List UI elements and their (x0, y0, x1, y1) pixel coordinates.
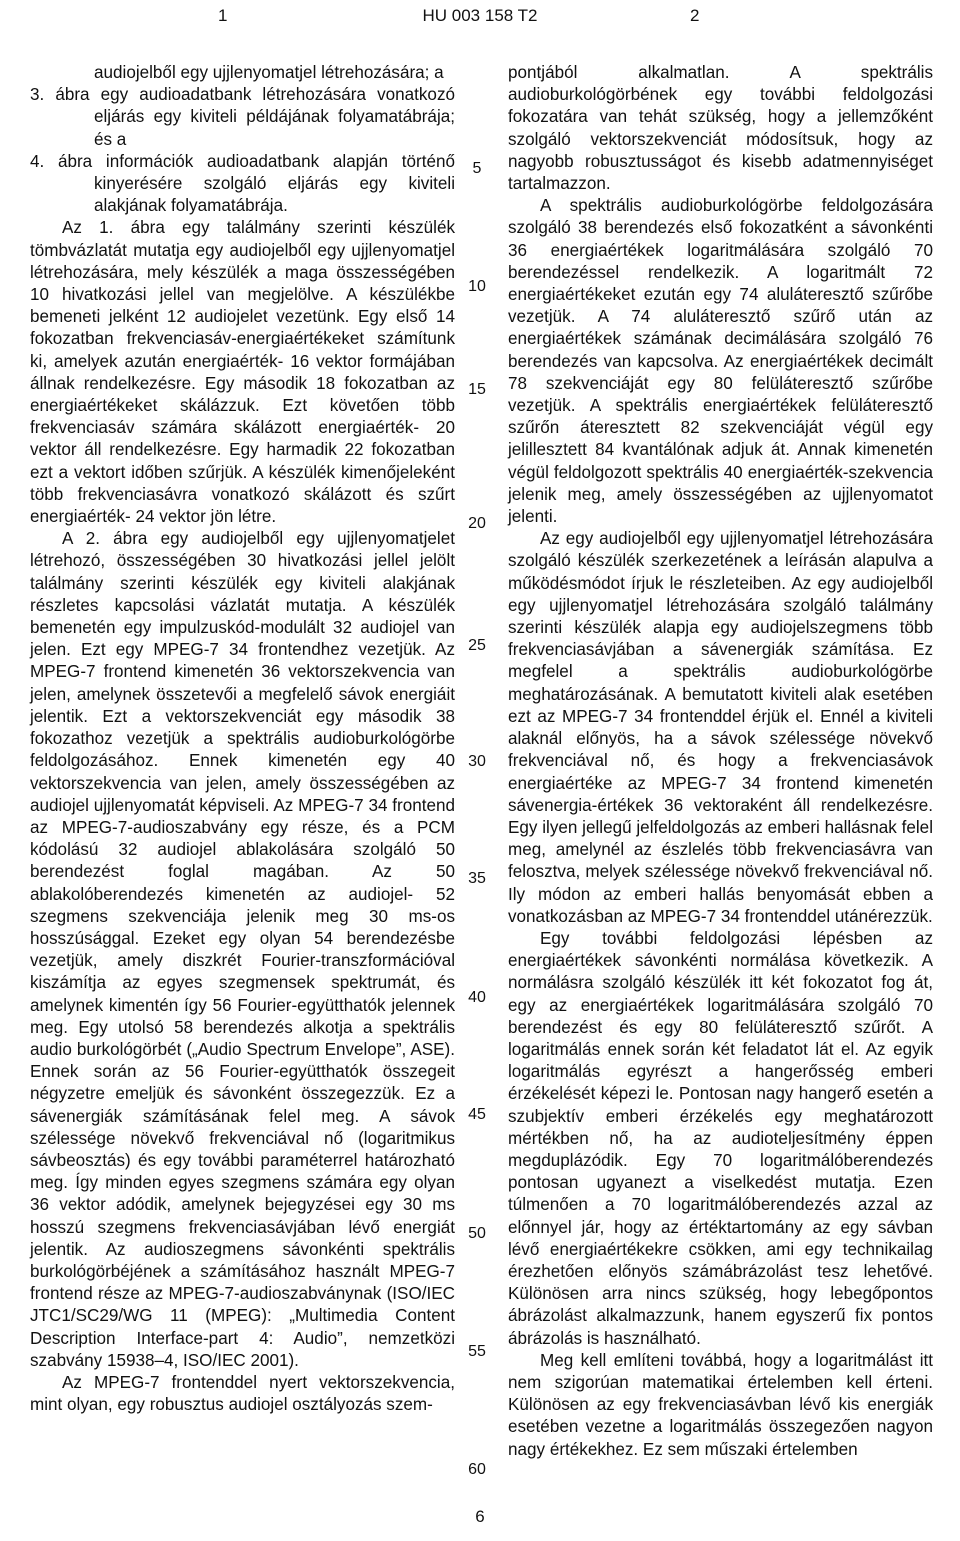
line-number: 50 (468, 1225, 486, 1242)
list-item: 3. ábra egy audioadatbank létrehozására vonatkozó eljárás egy kiviteli példájának folyamatábrája; és a (30, 85, 455, 149)
paragraph: Meg kell említeni továbbá, hogy a logaritmálást itt nem szigorúan matematikai értelemben kell érteni. Különösen az egy frekvenciasávban lévő kis energiák esetében vezetne a logaritmálás összegezően nagyon nagy értékekhez. Ez sem műszaki értelemben (508, 1350, 933, 1459)
paragraph: Egy további feldolgozási lépésben az energiaértékek sávonkénti normálása következik. A normálásra szolgáló készülék itt két fokozatot fog át, egy az energiaértékek logaritmálására szolgáló 70 berendezést és egy 80 felüláteresztő szűrőt. A logaritmálás ennek során két feladatot lát el. Az egyik logaritmálás egyrészt a hangerősség emberi érzékelését képezi le. Pontosan nagy hangerő esetén a szubjektív emberi érzékelés egy meghatározott mértékben nő, ha az audioteljesítmény éppen megduplázódik. Egy 70 logaritmálóberendezés pontosan ugyanezt a viselkedést mutatja. Ezen túlmenően a 70 logaritmálóberendezés azzal az előnnyel jár, hogy az értéktartomány az egy sávban lévő energiaértékekre csökken, ami egy technikailag érezhetően előnyös számábrázolást tesz lehetővé. Különösen arra nincs szükség, hogy lebegőpontos ábrázolást alkalmazzunk, hanem egyszerű fix pontos ábrázolás is használható. (508, 928, 933, 1348)
line-number: 60 (468, 1461, 486, 1478)
line-number: 40 (468, 989, 486, 1006)
paragraph: A 2. ábra egy audiojelből egy ujjlenyomatjelet létrehozó, összességében 30 hivatkozási jellel jelölt találmány szerinti készülék egy kiviteli alakjának részletes kapcsolási vázlatát mutatja. A készülék bemenetén egy impulzuskód-modulált 32 audiojel van jelen. Ezt egy MPEG-7 34 frontendhez vezetjük. Az MPEG-7 frontend kimenetén 36 vektorszekvencia van jelen, amelynek összetevői a megfelelő sávok energiáit jelentik. Ezt a vektorszekvenciát egy második 38 fokozathoz vezetjük a spektrális audioburkológörbe feldolgozásához. Ennek kimenetén egy 40 vektorszekvencia van jelen, amely összességében az audiojel ujjlenyomatát képviseli. Az MPEG-7 34 frontend az MPEG-7-audioszabvány egy része, és a PCM kódolású 32 audiojel ablakolására szolgáló 50 berendezést foglal magában. Az 50 ablakolóberendezés kimenetén az audiojel- 52 szegmens szekvenciája jelenik meg 30 ms-os hosszúsággal. Ezeket egy olyan 54 berendezésbe vezetjük, amely diszkrét Fourier-transzformációval kiszámítja az egyes szegmensek spektrumát, és amelynek kimentén így 56 Fourier-együtthatók jelennek meg. Egy utolsó 58 berendezés alkotja a spektrális audio burkológörbét („Audio Spectrum Envelope”, ASE). Ennek során az 56 Fourier-együtthatók összegeit négyzetre emeljük és sávonként összegezzük. Ez a sávenergiák számításának felel meg. A sávok szélessége növekvő frekvenciával nő (logaritmikus sávbeosztás) és egy további paraméterrel határozható meg. Így minden egyes szegmens számára egy olyan 36 vektor adódik, amelynek bejegyzései egy 30 ms hosszú szegmens frekvenciasávjában lévő energiát jelentik. Az audioszegmens sávonkénti spektrális burkológörbéjének a számításához használt MPEG-7 frontend része az MPEG-7-audioszabványnak (ISO/IEC JTC1/SC29/WG 11 (MPEG): „Multimedia Content Description Interface-part 4: Audio”, nemzetközi szabvány 15938–4, ISO/IEC 2001). (30, 529, 455, 1370)
line-number: 5 (472, 160, 482, 177)
paragraph: pontjából alkalmatlan. A spektrális audioburkológörbének egy további feldolgozási fokozatára van tehát szükség, hogy a jellemzőként szolgáló vektorszekvenciát módosítsuk, hogy az nagyobb robusztusságot és kisebb adatmennyiséget tartalmazzon. (508, 63, 933, 194)
line-number: 30 (468, 753, 486, 770)
line-number: 45 (468, 1106, 486, 1123)
line-number: 55 (468, 1343, 486, 1360)
paragraph: Az 1. ábra egy találmány szerinti készülék tömbvázlatát mutatja egy audiojelből egy ujjlenyomatjel létrehozására, mely készülék a maga összességében 10 hivatkozási jellel van megjelölve. A készülékbe bemeneti jelként 12 audiojelet vezetünk. Egy első 14 fokozatban frekvenciasáv-energiaértékeket számítunk ki, amelyek azután energiaérték- 16 vektor formájában állnak rendelkezésre. Egy második 18 fokozatban az energiaértékeket skálázzuk. Ezt követően több frekvenciasáv számára skálázott energiaérték- 20 vektor áll rendelkezésre. Egy harmadik 22 fokozatban ezt a vektort időben szűrjük. A készülék kimenőjeleként több frekvenciasávra vonatkozó skálázott és szűrt energiaérték- 24 vektor jön létre. (30, 218, 455, 527)
list-item: 4. ábra információk audioadatbank alapján történő kinyerésére szolgáló eljárás egy kiviteli alakjának folyamatábrája. (30, 151, 455, 216)
patent-number: HU 003 158 T2 (422, 6, 538, 25)
footer-page-number: 6 (475, 1507, 485, 1526)
paragraph: Az MPEG-7 frontenddel nyert vektorszekvencia, mint olyan, egy robusztus audiojel osztályozás szem- (30, 1372, 455, 1415)
page-footer (0, 1507, 960, 1527)
right-column (508, 62, 933, 1461)
line-number: 20 (468, 515, 486, 532)
left-page-number: 1 (218, 6, 228, 25)
paragraph: A spektrális audioburkológörbe feldolgozására szolgáló 38 berendezés első fokozatként a sávonkénti 36 energiaértékek logaritmálására szolgáló 70 berendezéssel rendelkezik. A logaritmált 72 energiaértékeket ezután egy 74 aluláteresztő szűrőbe vezetjük. A 74 aluláteresztő szűrő után az energiaértékek számának decimálására szolgáló 76 berendezés van kapcsolva. Az energiaértékek decimált 78 szekvenciáját egy 80 felüláteresztő szűrőbe vezetjük. A spektrális energiaértékek felüláteresztő szűrőn áteresztett 82 szekvenciáját végül egy jelillesztett 84 kvantálónak adjuk át. Annak kimenetén végül feldolgozott spektrális 40 energiaérték-szekvencia jelenik meg, amely összességében az ujjlenyomatot jelenti. (508, 196, 933, 527)
line-number: 25 (468, 637, 486, 654)
line-numbers (455, 0, 499, 1541)
left-column (30, 62, 455, 1416)
line-number: 15 (468, 381, 486, 398)
line-number: 10 (468, 278, 486, 295)
right-page-number: 2 (690, 6, 700, 25)
paragraph: audiojelből egy ujjlenyomatjel létrehozására; a (94, 63, 444, 82)
line-number: 35 (468, 870, 486, 887)
paragraph: Az egy audiojelből egy ujjlenyomatjel létrehozására szolgáló készülék szerkezetének a leírásán alapulva a működésmódot írjuk le részleteiben. Az egy audiojelből egy ujjlenyomatjel létrehozására szolgáló találmány szerinti készülék alapja egy audiojelszegmens több frekvenciasávjában a sávenergiák számítása. Ez megfelel a spektrális audioburkológörbe meghatározásának. A bemutatott kiviteli alak esetében ezt az MPEG-7 34 frontenddel érjük el. Ennél a kiviteli alaknál előnyös, ha a sávok szélessége növekvő frekvenciával nő, és hogy a frekvenciasávok energiaértéke az MPEG-7 34 frontend kimenetén sávenergia-értékek 36 vektoraként áll rendelkezésre. Egy ilyen jellegű jelfeldolgozás az emberi hallásnak felel meg, amelynél az észlelés több frekvenciasávra van felosztva, melyek szélessége növekvő frekvenciával nő. Ily módon az emberi hallás benyomását ebben a vonatkozásban az MPEG-7 34 frontenddel utánérezzük. (508, 529, 933, 926)
